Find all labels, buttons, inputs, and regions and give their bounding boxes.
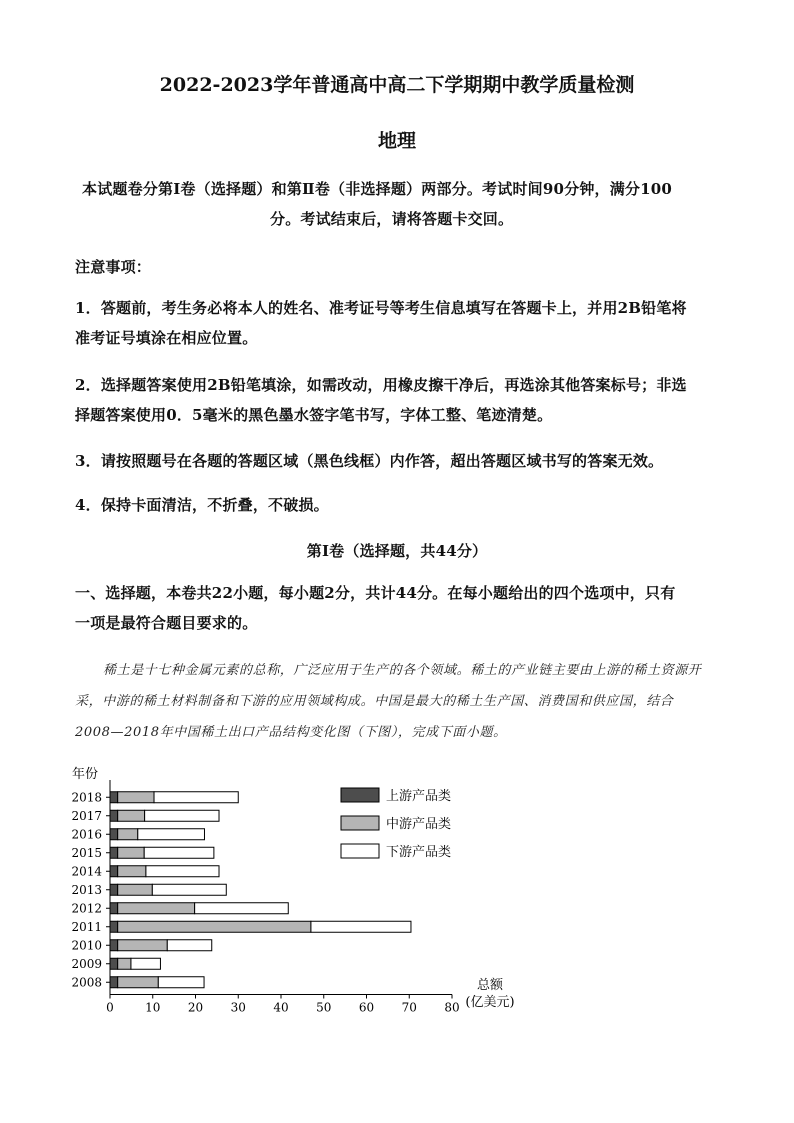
- bar-segment-2016: [118, 829, 138, 840]
- bar-segment-2014: [110, 866, 118, 877]
- x-axis-label-total: 总额: [476, 978, 504, 993]
- bar-segment-2011: [311, 921, 411, 932]
- bar-segment-2013: [118, 884, 153, 895]
- bar-segment-2010: [110, 940, 118, 951]
- x-tick-label: 0: [106, 1000, 114, 1015]
- y-axis-label: 年份: [72, 767, 99, 782]
- bar-segment-2016: [110, 829, 118, 840]
- legend-swatch: [341, 788, 379, 802]
- x-tick-label: 40: [273, 1000, 289, 1015]
- bar-segment-2016: [138, 829, 205, 840]
- bar-segment-2010: [118, 940, 168, 951]
- note-2-line-2: 择题答案使用0．5毫米的黑色墨水签字笔书写，字体工整、笔迹清楚。: [75, 406, 553, 424]
- bar-segment-2014: [118, 866, 146, 877]
- y-tick-label: 2008: [71, 975, 102, 990]
- legend-swatch: [341, 844, 379, 858]
- bar-segment-2018: [118, 792, 154, 803]
- y-tick-label: 2016: [71, 827, 102, 842]
- bar-segment-2008: [118, 977, 159, 988]
- bar-segment-2012: [118, 903, 195, 914]
- bar-segment-2008: [110, 977, 118, 988]
- bar-segment-2012: [195, 903, 289, 914]
- note-2-line-1: 2．选择题答案使用2B铅笔填涂，如需改动，用橡皮擦干净后，再选涂其他答案标号；非选: [75, 376, 687, 394]
- x-tick-label: 10: [145, 1000, 161, 1015]
- y-tick-label: 2014: [71, 864, 102, 879]
- exam-title: 2022-2023学年普通高中高二下学期期中教学质量检测: [159, 74, 635, 96]
- x-tick-label: 50: [316, 1000, 332, 1015]
- bar-segment-2011: [110, 921, 118, 932]
- bar-segment-2009: [118, 958, 131, 969]
- x-tick-label: 60: [358, 1000, 375, 1015]
- y-tick-label: 2015: [71, 845, 102, 860]
- bar-segment-2015: [144, 847, 214, 858]
- y-tick-label: 2013: [71, 882, 102, 897]
- bar-segment-2014: [146, 866, 219, 877]
- intro-line-1: 本试题卷分第Ⅰ卷（选择题）和第Ⅱ卷（非选择题）两部分。考试时间90分钟，满分100: [82, 180, 673, 198]
- bar-segment-2017: [110, 810, 118, 821]
- bar-segment-2015: [110, 847, 118, 858]
- y-tick-label: 2017: [71, 808, 102, 823]
- y-tick-label: 2011: [71, 919, 102, 934]
- note-1-line-2: 准考证号填涂在相应位置。: [75, 329, 258, 347]
- section-instruction-line-2: 一项是最符合题目要求的。: [75, 614, 258, 632]
- note-1-line-1: 1．答题前，考生务必将本人的姓名、准考证号等考生信息填写在答题卡上，并用2B铅笔将: [75, 299, 687, 317]
- bar-segment-2009: [110, 958, 118, 969]
- subject-title: 地理: [377, 130, 416, 152]
- bar-segment-2018: [110, 792, 118, 803]
- bar-segment-2010: [167, 940, 211, 951]
- intro-line-2: 分。考试结束后，请将答题卡交回。: [270, 210, 514, 228]
- passage-line-2: 采，中游的稀土材料制备和下游的应用领域构成。中国是最大的稀土生产国、消费国和供应国，结合: [75, 694, 674, 709]
- bar-segment-2012: [110, 903, 118, 914]
- legend-swatch: [341, 816, 379, 830]
- bar-segment-2011: [118, 921, 311, 932]
- note-4: 4．保持卡面清洁，不折叠，不破损。: [75, 496, 329, 514]
- bar-segment-2013: [110, 884, 118, 895]
- passage-line-3: 2008—2018年中国稀土出口产品结构变化图（下图），完成下面小题。: [75, 725, 507, 740]
- passage-line-1: 稀土是十七种金属元素的总称，广泛应用于生产的各个领域。稀土的产业链主要由上游的稀土资源开: [103, 663, 702, 678]
- x-tick-label: 30: [230, 1000, 246, 1015]
- legend-label: 上游产品类: [386, 789, 452, 804]
- bar-segment-2009: [131, 958, 160, 969]
- x-tick-label: 70: [401, 1000, 417, 1015]
- bar-segment-2015: [118, 847, 145, 858]
- bar-segment-2017: [118, 810, 145, 821]
- y-tick-label: 2010: [71, 938, 102, 953]
- x-tick-label: 20: [187, 1000, 204, 1015]
- bar-segment-2008: [158, 977, 204, 988]
- x-axis-label-unit: (亿美元): [465, 995, 515, 1010]
- section-instruction-line-1: 一、选择题，本卷共22小题，每小题2分，共计44分。在每小题给出的四个选项中，只有: [75, 584, 676, 602]
- note-3: 3．请按照题号在各题的答题区域（黑色线框）内作答，超出答题区域书写的答案无效。: [75, 452, 664, 470]
- bar-segment-2017: [145, 810, 219, 821]
- bar-segment-2013: [152, 884, 226, 895]
- y-tick-label: 2018: [71, 790, 102, 805]
- rare-earth-export-chart: [0, 760, 794, 1030]
- bar-segment-2018: [154, 792, 238, 803]
- legend-label: 中游产品类: [386, 817, 452, 832]
- notes-heading: 注意事项：: [75, 258, 152, 276]
- y-tick-label: 2012: [71, 901, 102, 916]
- legend-label: 下游产品类: [386, 845, 452, 860]
- x-tick-label: 80: [444, 1000, 460, 1015]
- section-title: 第Ⅰ卷（选择题，共44分）: [306, 542, 488, 560]
- y-tick-label: 2009: [71, 956, 102, 971]
